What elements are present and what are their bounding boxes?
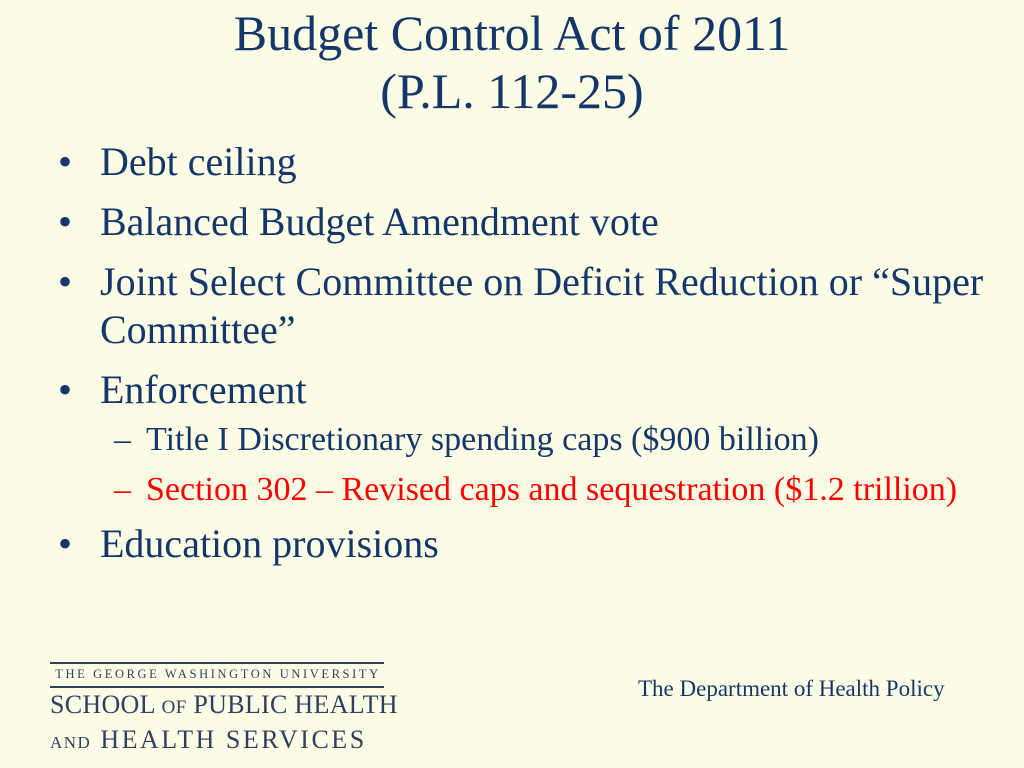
bullet-item (56, 520, 986, 568)
bullet-marker: • (58, 367, 73, 412)
logo-and: AND (50, 733, 92, 752)
bullet-text: Enforcement (100, 367, 307, 412)
sub-bullet-item-highlighted (56, 470, 986, 510)
logo-school: SCHOOL (50, 690, 155, 719)
university-logo (50, 662, 398, 756)
sub-bullet-item (56, 420, 986, 460)
bullet-marker: • (58, 521, 73, 566)
logo-health-services-line (50, 727, 386, 756)
logo-health-services: HEALTH SERVICES (100, 725, 367, 754)
bullet-text: Education provisions (100, 521, 439, 566)
dash-marker: – (114, 421, 131, 458)
logo-public-health: PUBLIC HEALTH (193, 690, 398, 719)
bullet-item (56, 198, 986, 246)
bullet-list (56, 138, 986, 580)
logo-university-name: THE GEORGE WASHINGTON UNIVERSITY (55, 667, 381, 681)
bullet-text: Balanced Budget Amendment vote (100, 199, 659, 244)
sub-bullet-text: Section 302 – Revised caps and sequestration ($1.2 trillion) (146, 471, 958, 508)
bullet-text: Joint Select Committee on Deficit Reduction or “Super Committee” (100, 259, 984, 352)
bullet-item (56, 138, 986, 186)
title-line-1: Budget Control Act of 2011 (233, 5, 791, 61)
department-name: The Department of Health Policy (638, 676, 945, 701)
logo-middle-rule (50, 686, 384, 688)
slide-title (0, 4, 1024, 120)
bullet-marker: • (58, 259, 73, 304)
sub-bullet-text: Title I Discretionary spending caps ($900 billion) (146, 421, 819, 458)
title-line-2: (P.L. 112-25) (380, 63, 644, 119)
logo-school-line (50, 690, 398, 721)
bullet-marker: • (58, 139, 73, 184)
bullet-text: Debt ceiling (100, 139, 297, 184)
logo-of: OF (161, 697, 187, 718)
dash-marker: – (114, 471, 131, 508)
bullet-marker: • (58, 199, 73, 244)
bullet-item (56, 258, 986, 354)
bullet-item (56, 366, 986, 414)
